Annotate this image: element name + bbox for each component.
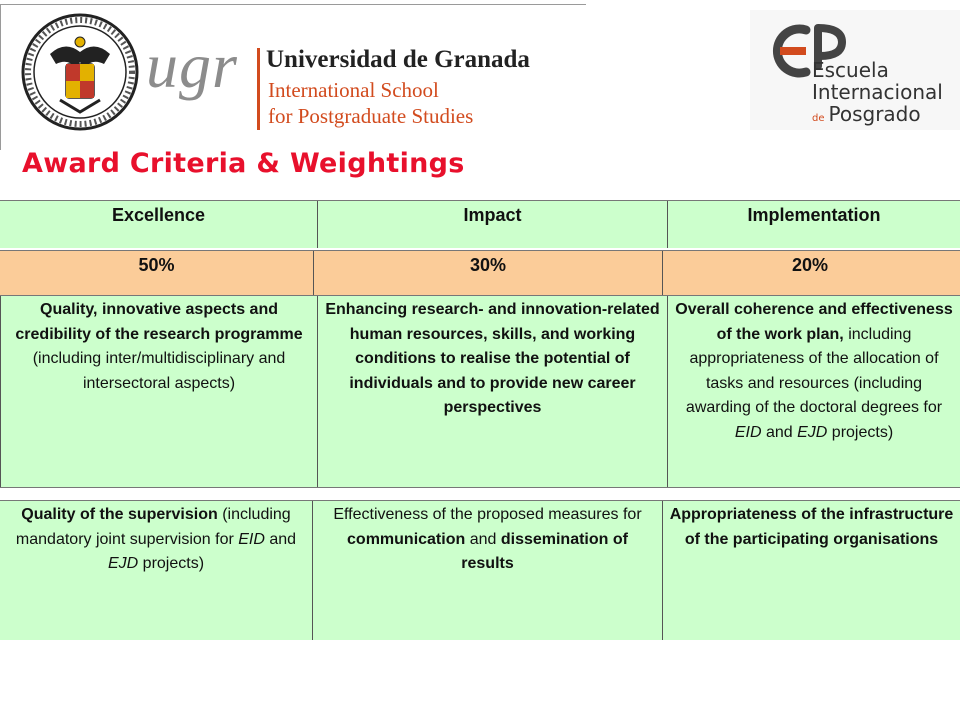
school-name-line2: for Postgraduate Studies: [268, 104, 474, 128]
criterion-impact-2-bold2: dissemination of results: [461, 530, 628, 572]
university-seal-icon: [20, 12, 140, 132]
epg-line3: [812, 102, 921, 126]
epg-posgrado: Posgrado: [828, 102, 921, 126]
criterion-excellence-2-ejd: EJD: [107, 555, 139, 572]
criteria-row-2: [0, 500, 960, 640]
criterion-impact-2-pre: Effectiveness of the proposed measures for: [333, 506, 642, 523]
criterion-impact-1-bold: Enhancing research- and innovation-related human resources, skills, and working conditions to realise the potential of individuals and to provide new career perspectives: [325, 301, 660, 416]
weights-row: [0, 250, 960, 296]
header-border-left: [0, 4, 1, 150]
criterion-implementation-1-rest2: projects): [827, 423, 894, 441]
criterion-implementation-2-bold: Appropriateness of the infrastructure of the participating organisations: [669, 506, 954, 548]
criterion-impact-2-and: and: [465, 530, 501, 548]
header-excellence: Excellence: [0, 201, 318, 248]
criterion-excellence-1-bold: Quality, innovative aspects and credibility of the research programme: [15, 301, 303, 343]
criterion-implementation-1: [668, 296, 960, 487]
criterion-impact-2-bold1: communication: [347, 530, 466, 548]
ugr-wordmark: ugr: [146, 30, 238, 101]
criterion-excellence-1-rest: (including inter/multidisciplinary and intersectoral aspects): [32, 350, 286, 392]
criterion-implementation-1-bold: Overall coherence and effectiveness of the work plan,: [675, 301, 953, 343]
header-border-top: [0, 4, 586, 5]
epg-line2: Internacional: [812, 80, 943, 104]
header-implementation: Implementation: [747, 205, 881, 225]
weight-impact: 30%: [314, 251, 663, 295]
criterion-impact-2: [313, 501, 663, 640]
criterion-implementation-1-ejd: EJD: [797, 423, 828, 441]
weight-implementation: 20%: [791, 255, 829, 275]
criteria-header-row: [0, 200, 960, 248]
epg-logo: [750, 10, 960, 130]
page-title: Award Criteria & Weightings: [22, 148, 465, 179]
criterion-implementation-1-eid: EID: [734, 423, 762, 441]
criterion-excellence-2-and: and: [264, 530, 297, 548]
criterion-excellence-2-rest2: projects): [138, 555, 205, 572]
criterion-impact-1: [318, 296, 668, 487]
header-impact: Impact: [318, 201, 668, 248]
epg-de: de: [812, 113, 825, 124]
criterion-excellence-2-rest1: (including mandatory joint supervision for: [15, 506, 291, 548]
epg-line1: Escuela: [812, 58, 889, 82]
criterion-excellence-1: [0, 296, 318, 487]
criterion-implementation-1-rest1: including appropriateness of the allocation of tasks and resources (including awarding of the doctoral degrees for: [685, 325, 943, 416]
criterion-implementation-1-and: and: [761, 423, 798, 441]
criteria-row-1: [0, 296, 960, 488]
ugr-divider: [257, 48, 260, 130]
weight-excellence: 50%: [0, 251, 314, 295]
criterion-excellence-2-eid: EID: [238, 530, 265, 548]
criterion-excellence-2-bold: Quality of the supervision: [21, 506, 218, 523]
school-name-line1: International School: [268, 78, 439, 102]
criterion-implementation-2: [663, 501, 960, 640]
university-name: Universidad de Granada: [266, 46, 530, 73]
criterion-excellence-2: [0, 501, 313, 640]
